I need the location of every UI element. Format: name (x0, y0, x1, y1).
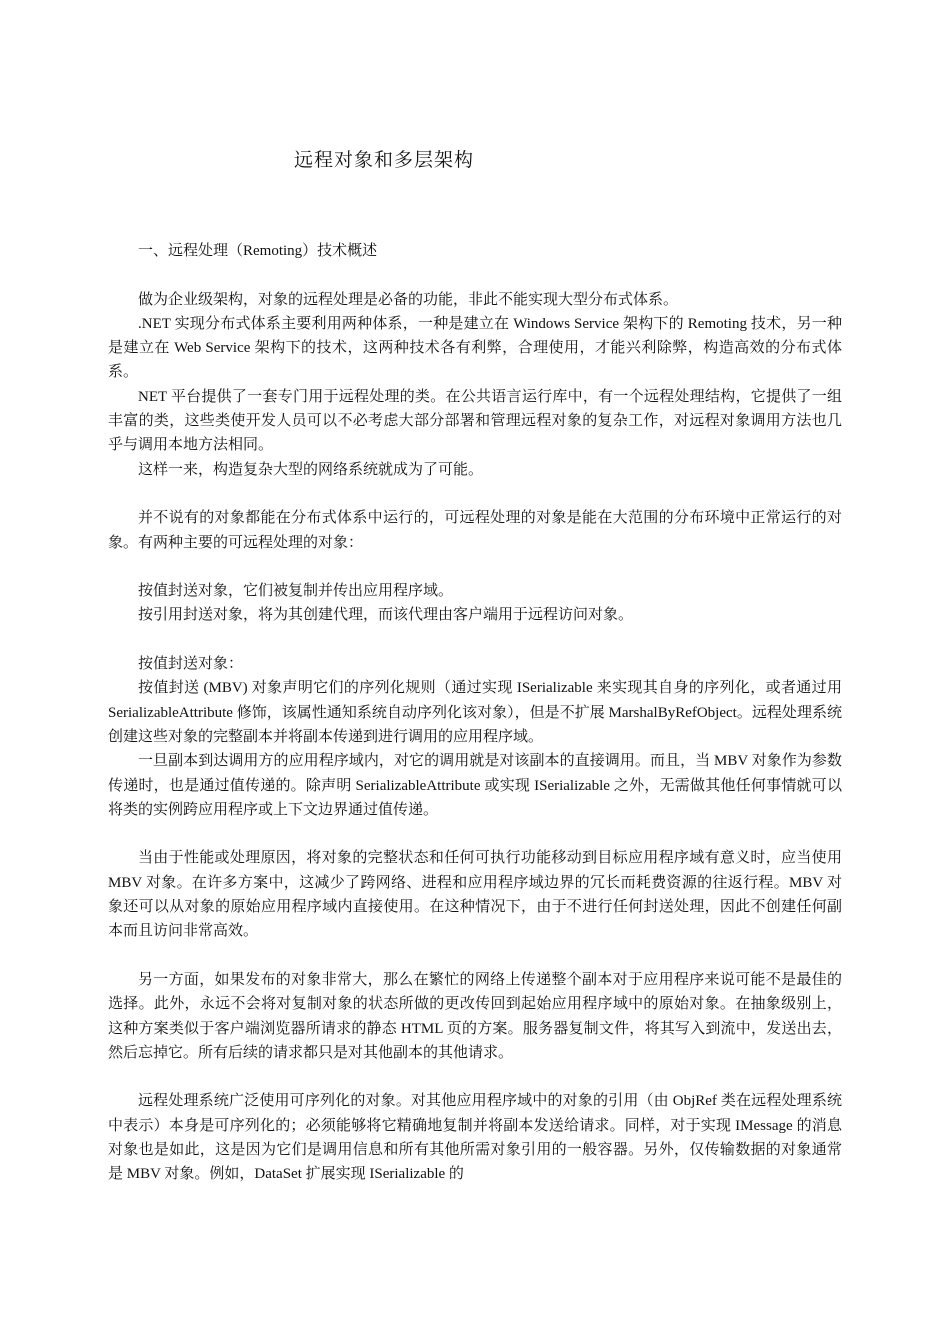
paragraph-gap (108, 1065, 842, 1089)
paragraph: 一旦副本到达调用方的应用程序域内，对它的调用就是对该副本的直接调用。而且，当 MBV 对象作为参数传递时，也是通过值传递的。除声明 SerializableAttribute 或实现 ISerializable 之外，无需做其他任何事情就可以将类的实例跨应用程序或上下文边界通过值传递。 (108, 753, 842, 818)
paragraph: NET 平台提供了一套专门用于远程处理的类。在公共语言运行库中，有一个远程处理结构，它提供了一组丰富的类，这些类使开发人员可以不必考虑大部分部署和管理远程对象的复杂工作，对远程对象调用方法也几乎与调用本地方法相同。 (108, 388, 842, 454)
paragraph: .NET 实现分布式体系主要利用两种体系，一种是建立在 Windows Service 架构下的 Remoting 技术，另一种是建立在 Web Service 架构下的技术，这两种技术各有利弊，合理使用，才能兴利除弊，构造高效的分布式体系。 (108, 315, 842, 381)
document-body (108, 239, 842, 1187)
paragraph-gap (108, 263, 842, 287)
paragraph: 按引用封送对象，将为其创建代理，而该代理由客户端用于远程访问对象。 (138, 607, 634, 624)
paragraph: 远程处理系统广泛使用可序列化的对象。对其他应用程序域中的对象的引用（由 ObjRef 类在远程处理系统中表示）本身是可序列化的；必须能够将它精确地复制并将副本发送给请求。同样，对于实现 IMessage 的消息对象也是如此，这是因为它们是调用信息和所有其他所需对象引用的一般容器。另外，仅传输数据的对象通常是 MBV 对象。例如，DataSet 扩展实现 ISerializable 的 (108, 1093, 842, 1183)
paragraph: 当由于性能或处理原因，将对象的完整状态和任何可执行功能移动到目标应用程序域有意义时，应当使用 MBV 对象。在许多方案中，这减少了跨网络、进程和应用程序域边界的冗长而耗费资源的往返行程。MBV 对象还可以从对象的原始应用程序域内直接使用。在这种情况下，由于不进行任何封送处理，因此不创建任何副本而且访问非常高效。 (108, 850, 842, 940)
paragraph-gap (108, 628, 842, 652)
paragraph: 做为企业级架构，对象的远程处理是必备的功能，非此不能实现大型分布式体系。 (138, 291, 679, 308)
paragraph: 这样一来，构造复杂大型的网络系统就成为了可能。 (138, 461, 484, 478)
paragraph: 按值封送对象，它们被复制并传出应用程序域。 (138, 583, 454, 600)
paragraph: 另一方面，如果发布的对象非常大，那么在繁忙的网络上传递整个副本对于应用程序来说可能不是最佳的选择。此外，永远不会将对复制对象的状态所做的更改传回到起始应用程序域中的原始对象。在抽象级别上，这种方案类似于客户端浏览器所请求的静态 HTML 页的方案。服务器复制文件，将其写入到流中，发送出去，然后忘掉它。所有后续的请求都只是对其他副本的其他请求。 (108, 971, 842, 1061)
section-heading: 一、远程处理（Remoting）技术概述 (138, 243, 378, 259)
paragraph-gap (108, 482, 842, 506)
paragraph: 并不说有的对象都能在分布式体系中运行的，可远程处理的对象是能在大范围的分布环境中正常运行的对象。有两种主要的可远程处理的对象： (108, 510, 842, 551)
paragraph: 按值封送 (MBV) 对象声明它们的序列化规则（通过实现 ISerializable 来实现其自身的序列化，或者通过用 SerializableAttribute 修饰，该属性通知系统自动序列化该对象），但是不扩展 MarshalByRefObject。远程处理系统创建这些对象的完整副本并将副本传递到进行调用的应用程序域。 (108, 680, 842, 745)
paragraph-gap (108, 944, 842, 968)
paragraph: 按值封送对象： (138, 656, 244, 673)
paragraph-gap (108, 555, 842, 579)
document-title: 远程对象和多层架构 (293, 149, 474, 171)
paragraph-gap (108, 822, 842, 846)
